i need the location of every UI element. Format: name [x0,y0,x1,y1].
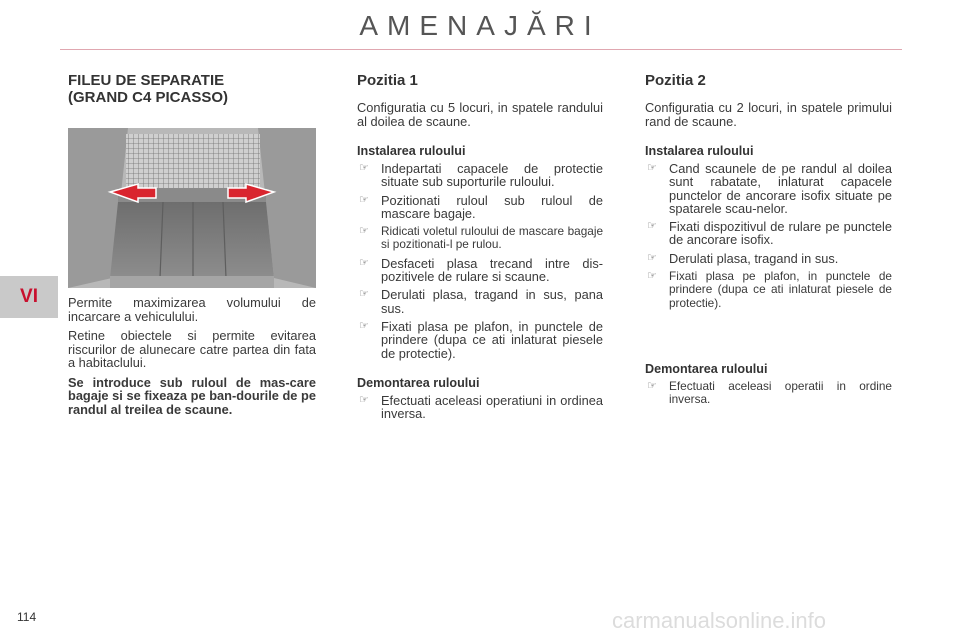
position-intro: Configuratia cu 2 locuri, in spatele primului rand de scaune. [645,100,892,129]
intro-paragraph-bold: Se introduce sub ruloul de mas-care bagaje si se fixeaza pe ban-dourile de pe randul al treilea de scaune. [68,374,316,417]
pointing-hand-icon: ☞ [647,270,657,283]
pointing-hand-icon: ☞ [359,225,369,238]
list-item: ☞ Efectuati aceleasi operatii in ordine inversa. [647,378,892,407]
list-item: ☞ Fixati plasa pe plafon, in punctele de prindere (dupa ce ati inlaturat piesele de protectie). [647,269,892,310]
list-item: ☞ Derulati plasa, tragand in sus. [647,250,839,266]
column-position-1 [357,72,603,425]
pointing-hand-icon: ☞ [359,256,369,269]
install-heading: Instalarea ruloului [357,144,466,158]
list-item: ☞ Indepartati capacele de protectie situate sub suporturile ruloului. [359,161,603,190]
install-list [357,162,603,360]
column-position-2 [645,72,892,412]
remove-list [645,380,892,407]
header-rule [60,49,902,50]
list-item: ☞ Cand scaunele de pe randul al doilea sunt rabatate, inlaturat capacele punctelor de ancorare isofix situate pe spatarele scau-nelor. [647,161,892,216]
pointing-hand-icon: ☞ [647,379,657,392]
page-title: AMENAJĂRI [359,10,601,41]
pointing-hand-icon: ☞ [647,220,657,233]
page-number: 114 [17,610,37,624]
list-item: ☞ Efectuati aceleasi operatiuni in ordinea inversa. [359,392,603,422]
install-heading: Instalarea ruloului [645,144,754,158]
pointing-hand-icon: ☞ [359,393,369,406]
section-title-line1: FILEU DE SEPARATIE [68,72,225,89]
intro-paragraph: Retine obiectele si permite evitarea riscurilor de alunecare catre partea din fata a habitaclului. [68,328,316,370]
section-title-line2: (GRAND C4 PICASSO) [68,89,229,106]
install-list [645,162,892,310]
pointing-hand-icon: ☞ [359,288,369,301]
remove-heading: Demontarea ruloului [357,375,480,390]
pointing-hand-icon: ☞ [647,162,657,174]
remove-list [357,394,603,421]
remove-heading: Demontarea ruloului [645,361,768,376]
list-item: ☞ Ridicati voletul ruloului de mascare bagaje si pozitionati-l pe rulou. [359,224,603,252]
pointing-hand-icon: ☞ [359,193,369,206]
cargo-net-illustration [68,128,316,288]
pointing-hand-icon: ☞ [359,319,369,332]
list-item: ☞ Fixati plasa pe plafon, in punctele de prindere (dupa ce ati inlaturat piesele de protectie). [359,318,603,361]
position-title: Pozitia 2 [645,72,706,89]
list-item: ☞ Desfaceti plasa trecand intre dis-pozitivele de rulare si scaune. [359,255,603,285]
list-item: ☞ Derulati plasa, tragand in sus, pana sus. [359,287,603,316]
list-item: ☞ Fixati dispozitivul de rulare pe punctele de ancorare isofix. [647,219,892,248]
position-intro: Configuratia cu 5 locuri, in spatele randului al doilea de scaune. [357,100,603,129]
list-item: ☞ Pozitionati ruloul sub ruloul de mascare bagaje. [359,192,603,221]
chapter-tab: VI [0,276,58,318]
position-title: Pozitia 1 [357,72,418,89]
intro-paragraph: Permite maximizarea volumului de incarcare a vehiculului. [68,295,316,324]
section-title [68,72,316,106]
pointing-hand-icon: ☞ [359,162,369,174]
watermark: carmanualsonline.info [612,608,827,633]
cargo-net-photo [68,128,316,288]
pointing-hand-icon: ☞ [647,251,657,264]
column-intro [68,72,316,422]
